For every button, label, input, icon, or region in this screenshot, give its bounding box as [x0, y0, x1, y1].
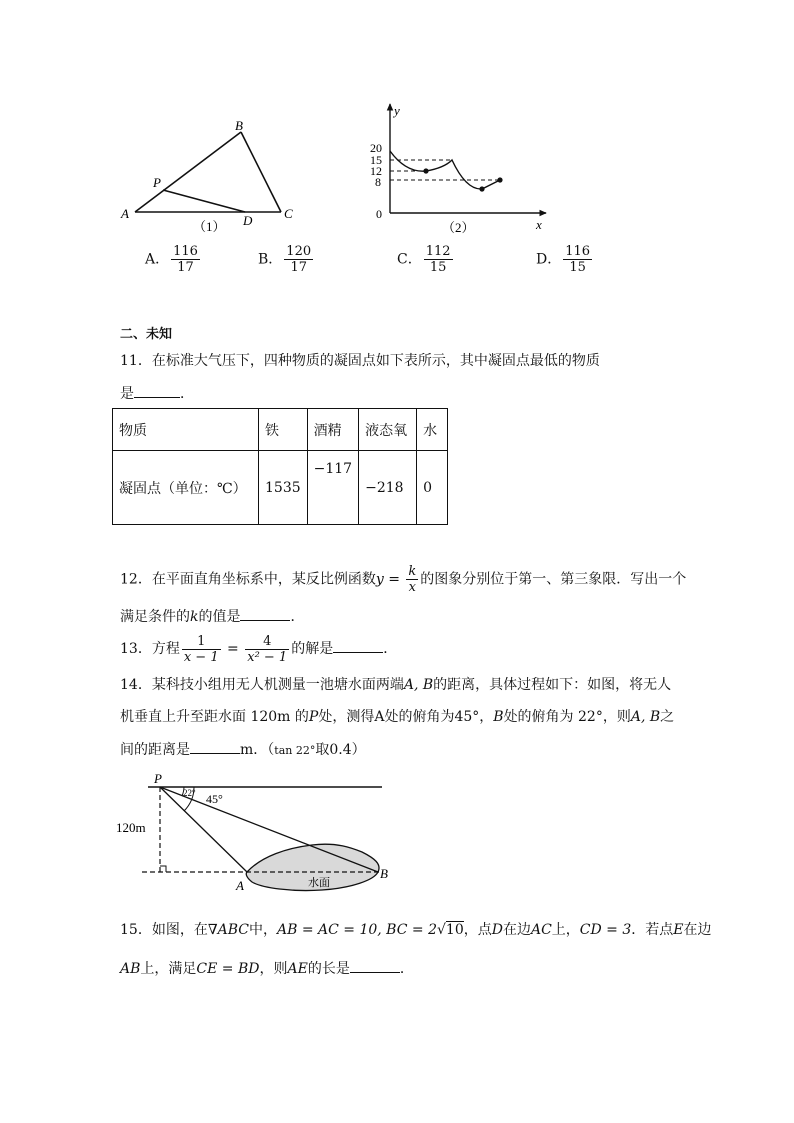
- table-cell: 1535: [259, 451, 308, 525]
- option-c-letter: C．: [397, 251, 422, 268]
- q11-line2-suffix: ．: [180, 386, 194, 402]
- option-c-num: 112: [425, 244, 451, 259]
- q13-end: ．: [383, 641, 398, 657]
- q13-eq: =: [222, 641, 244, 657]
- q15-cond1: AB = AC = 10, BC = 2: [276, 922, 437, 938]
- figure-3-drone-diagram: [112, 768, 402, 898]
- table-header-cell: 酒精: [307, 409, 358, 451]
- x-axis-label: x: [536, 217, 542, 232]
- q13-lhs-den: x − 1: [183, 649, 219, 665]
- q15-line2-b: ，则: [259, 961, 288, 977]
- q15-line2-ab: AB: [120, 961, 141, 977]
- label-b: B: [235, 118, 243, 133]
- label-height: 120m: [116, 820, 146, 835]
- q12-fraction: [406, 564, 418, 595]
- q14-line3: [120, 739, 366, 761]
- q12-line1: [120, 564, 686, 595]
- q15-line1-a: 15．如图，在: [120, 922, 208, 938]
- q15-tri: ∇ABC: [207, 922, 249, 938]
- q15-sqrt: √10: [436, 922, 464, 938]
- q15-line1-g: 在边: [683, 922, 712, 938]
- label-p: P: [153, 175, 161, 190]
- q13-prefix: 13．方程: [120, 641, 180, 657]
- table-header-cell: 物质: [113, 409, 259, 451]
- q12-fn-y: y: [375, 571, 384, 588]
- q13-suffix: 的解是: [291, 641, 334, 657]
- option-a-num: 116: [173, 244, 198, 259]
- section-title: 二、未知: [120, 327, 173, 342]
- q15-line1-f: ．若点: [631, 922, 674, 938]
- figure-1-triangle: [115, 115, 315, 240]
- option-c[interactable]: [397, 244, 455, 275]
- figure-2-caption: （2）: [442, 220, 475, 235]
- q15-line2-end: ．: [399, 961, 414, 977]
- option-b[interactable]: [258, 244, 315, 275]
- option-b-den: 17: [290, 260, 307, 275]
- q15-line2-c: 的长是: [307, 961, 350, 977]
- q13-rhs-fraction: [245, 634, 289, 665]
- q14-line2-d: 之: [660, 709, 675, 725]
- label-angle-22: 22°: [183, 788, 196, 798]
- label-a: A: [121, 206, 129, 221]
- label-a: A: [236, 878, 244, 893]
- q14-line1-ab: A, B: [403, 677, 434, 693]
- table-header-row: [113, 409, 448, 451]
- q12-text-a: 12．在平面直角坐标系中，某反比例函数: [120, 571, 376, 588]
- q13-rhs-num: 4: [245, 634, 289, 650]
- q11-line1: 11．在标准大气压下，四种物质的凝固点如下表所示，其中凝固点最低的物质: [120, 353, 600, 369]
- table-cell: −117: [307, 451, 358, 525]
- q14-answer-blank[interactable]: [190, 739, 240, 754]
- q12-answer-blank[interactable]: [240, 606, 290, 621]
- label-water: 水面: [308, 876, 330, 889]
- origin-label: 0: [376, 207, 382, 221]
- q15-ae: AE: [287, 961, 308, 977]
- q15-pt-d: D: [491, 922, 503, 938]
- q14-line3-b: m．（: [240, 742, 275, 758]
- table-cell: 凝固点（单位：℃）: [113, 451, 259, 525]
- option-c-fraction: [424, 244, 453, 275]
- option-d-fraction: [563, 244, 592, 275]
- q12-line2-b: 的值是: [198, 609, 241, 625]
- line-of-sight-a: [160, 787, 247, 872]
- q15-seg-ac: AC: [530, 922, 552, 938]
- segment-pd: [163, 190, 245, 212]
- q12-line2: [120, 606, 304, 627]
- option-d-den: 15: [569, 260, 586, 275]
- q14-line1-end: 的距离，具体过程如下：如图，将无人: [433, 677, 672, 693]
- table-row: [113, 451, 448, 525]
- q15-cd: CD = 3: [579, 922, 632, 938]
- table-header-cell: 水: [417, 409, 448, 451]
- ytick-8: 8: [375, 175, 381, 189]
- q11-answer-blank[interactable]: [134, 383, 180, 398]
- q14-line1-text: 14．某科技小组用无人机测量一池塘水面两端: [120, 677, 404, 693]
- q15-ce-bd: CE = BD: [196, 961, 260, 977]
- label-p: P: [154, 771, 162, 786]
- point-min-1: [423, 168, 428, 173]
- q15-answer-blank[interactable]: [350, 958, 400, 973]
- q14-line3-c: 取0.4）: [315, 742, 366, 758]
- freezing-point-table: [112, 408, 448, 525]
- q15-sqrt-value: 10: [445, 922, 464, 938]
- figure-2-graph: [360, 98, 555, 238]
- option-a[interactable]: [145, 244, 202, 275]
- q14-line2-b: 处，测得A处的俯角为45°，: [318, 709, 494, 725]
- q15-line1-c: ，点: [463, 922, 492, 938]
- label-angle-45: 45°: [206, 792, 223, 806]
- q13-rhs-den: x² − 1: [247, 649, 288, 665]
- q14-line2-p: P: [308, 709, 319, 725]
- q14-line2-a: 机垂直上升至距水面 120m 的: [120, 709, 309, 725]
- q15-line2: [120, 958, 414, 979]
- label-d: D: [243, 213, 253, 228]
- option-d-num: 116: [565, 244, 591, 259]
- option-b-fraction: [284, 244, 313, 275]
- table-header-cell: 铁: [259, 409, 308, 451]
- q15-pt-e: E: [673, 922, 684, 938]
- q14-line3-tan: tan 22°: [274, 744, 316, 757]
- q13-answer-blank[interactable]: [333, 638, 383, 653]
- point-min-2: [479, 186, 484, 191]
- table-header-cell: 液态氧: [359, 409, 417, 451]
- side-bc: [241, 132, 281, 212]
- q14-line3-a: 间的距离是: [120, 742, 190, 758]
- option-b-letter: B．: [258, 251, 283, 268]
- option-d[interactable]: [536, 244, 594, 275]
- q12-line2-end: ．: [290, 609, 305, 625]
- ytick-12: 12: [370, 164, 382, 178]
- q14-line2-bb: B: [493, 709, 504, 725]
- q12-text-b: 的图象分别位于第一、第三象限．写出一个: [420, 571, 687, 588]
- q13-lhs-fraction: [182, 634, 221, 665]
- q12-k: k: [190, 609, 199, 625]
- q12-fn-eq: =: [383, 571, 405, 588]
- ytick-15: 15: [370, 153, 382, 167]
- point-end: [497, 177, 502, 182]
- q15-line1-e: 上，: [551, 922, 580, 938]
- q12-fn-den: x: [408, 580, 416, 595]
- q11-line2: [120, 383, 194, 404]
- option-a-fraction: [171, 244, 200, 275]
- right-angle-mark: [160, 866, 166, 872]
- option-d-letter: D．: [536, 251, 562, 268]
- q15-line1-b: 中，: [248, 922, 277, 938]
- label-c: C: [284, 206, 293, 221]
- graph-curve: [390, 151, 500, 189]
- q15-line1-d: 在边: [502, 922, 531, 938]
- option-b-num: 120: [286, 244, 312, 259]
- q14-line2: [120, 707, 674, 727]
- q14-line2-c: 处的俯角为 22°，则: [503, 709, 631, 725]
- side-ab: [135, 132, 241, 212]
- q15-line1: [120, 920, 712, 940]
- q12-fn-num: k: [408, 564, 417, 579]
- y-axis-label: y: [394, 103, 400, 118]
- label-b: B: [380, 866, 388, 881]
- option-a-den: 17: [177, 260, 194, 275]
- figure-1-caption: （1）: [193, 219, 226, 234]
- ytick-20: 20: [370, 141, 382, 155]
- option-a-letter: A．: [145, 251, 170, 268]
- q14-line2-ab: A, B: [630, 709, 661, 725]
- table-cell: 0: [417, 451, 448, 525]
- option-c-den: 15: [429, 260, 447, 275]
- q12-line2-a: 满足条件的: [120, 609, 190, 625]
- q15-line2-a: 上，满足: [140, 961, 197, 977]
- q14-line1: [120, 675, 671, 695]
- q13-line: [120, 632, 397, 666]
- q13-lhs-num: 1: [182, 634, 221, 650]
- table-cell: −218: [359, 451, 417, 525]
- q11-line2-prefix: 是: [120, 386, 134, 402]
